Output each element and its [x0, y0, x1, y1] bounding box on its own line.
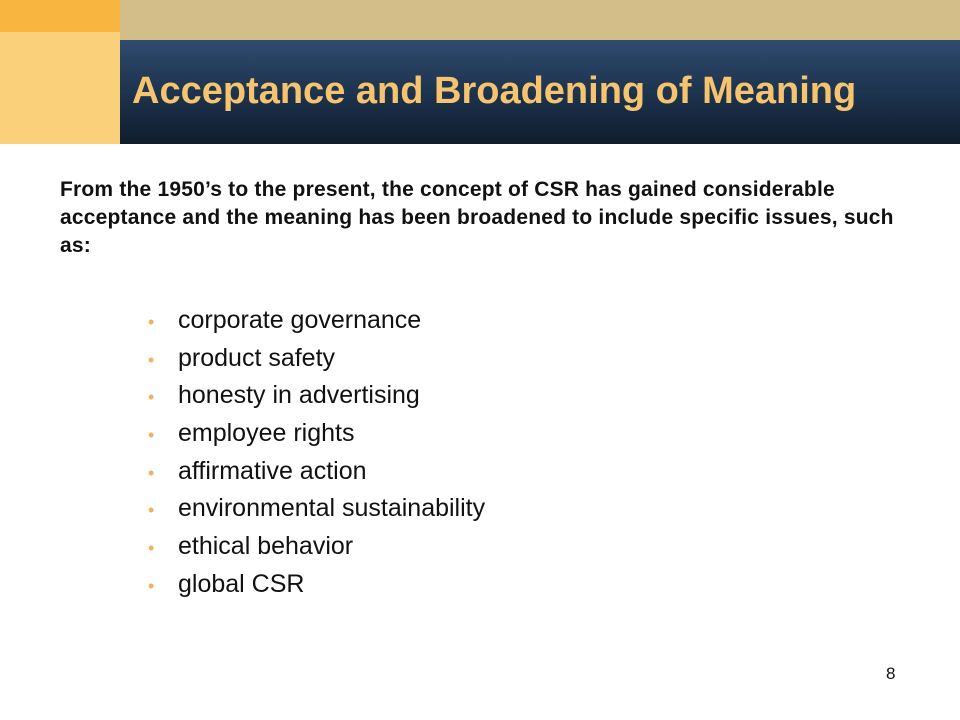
- issue-label: product safety: [178, 343, 336, 372]
- list-item: [148, 419, 485, 457]
- issue-label: ethical behavior: [178, 532, 354, 561]
- bullet-icon: •: [148, 425, 155, 446]
- intro-paragraph: From the 1950’s to the present, the concept of CSR has gained considerable acceptance and the meaning has been broadened to include specific issues, such as:: [60, 178, 894, 257]
- issue-label: affirmative action: [178, 456, 367, 485]
- bullet-icon: •: [148, 500, 155, 521]
- issue-label: employee rights: [178, 419, 355, 448]
- bullet-icon: •: [148, 575, 155, 596]
- bullet-icon: •: [148, 538, 155, 559]
- issue-label: environmental sustainability: [178, 494, 486, 523]
- bullet-icon: •: [148, 462, 155, 483]
- bullet-icon: •: [148, 349, 155, 370]
- list-item: [148, 532, 485, 570]
- list-item: [148, 381, 485, 419]
- list-item: [148, 344, 485, 382]
- header-tan-band: [120, 0, 960, 40]
- list-item: [148, 570, 485, 608]
- list-item: [148, 494, 485, 532]
- accent-corner-top: [0, 0, 120, 32]
- list-item: [148, 457, 485, 495]
- issue-label: honesty in advertising: [178, 381, 420, 410]
- bullet-icon: •: [148, 387, 155, 408]
- slide-title: Acceptance and Broadening of Meaning: [132, 70, 857, 112]
- issue-label: global CSR: [178, 569, 305, 598]
- issues-list: [148, 306, 485, 608]
- bullet-icon: •: [148, 312, 155, 332]
- issue-label: corporate governance: [178, 306, 422, 334]
- page-number: 8: [886, 664, 896, 683]
- list-item: [148, 306, 485, 344]
